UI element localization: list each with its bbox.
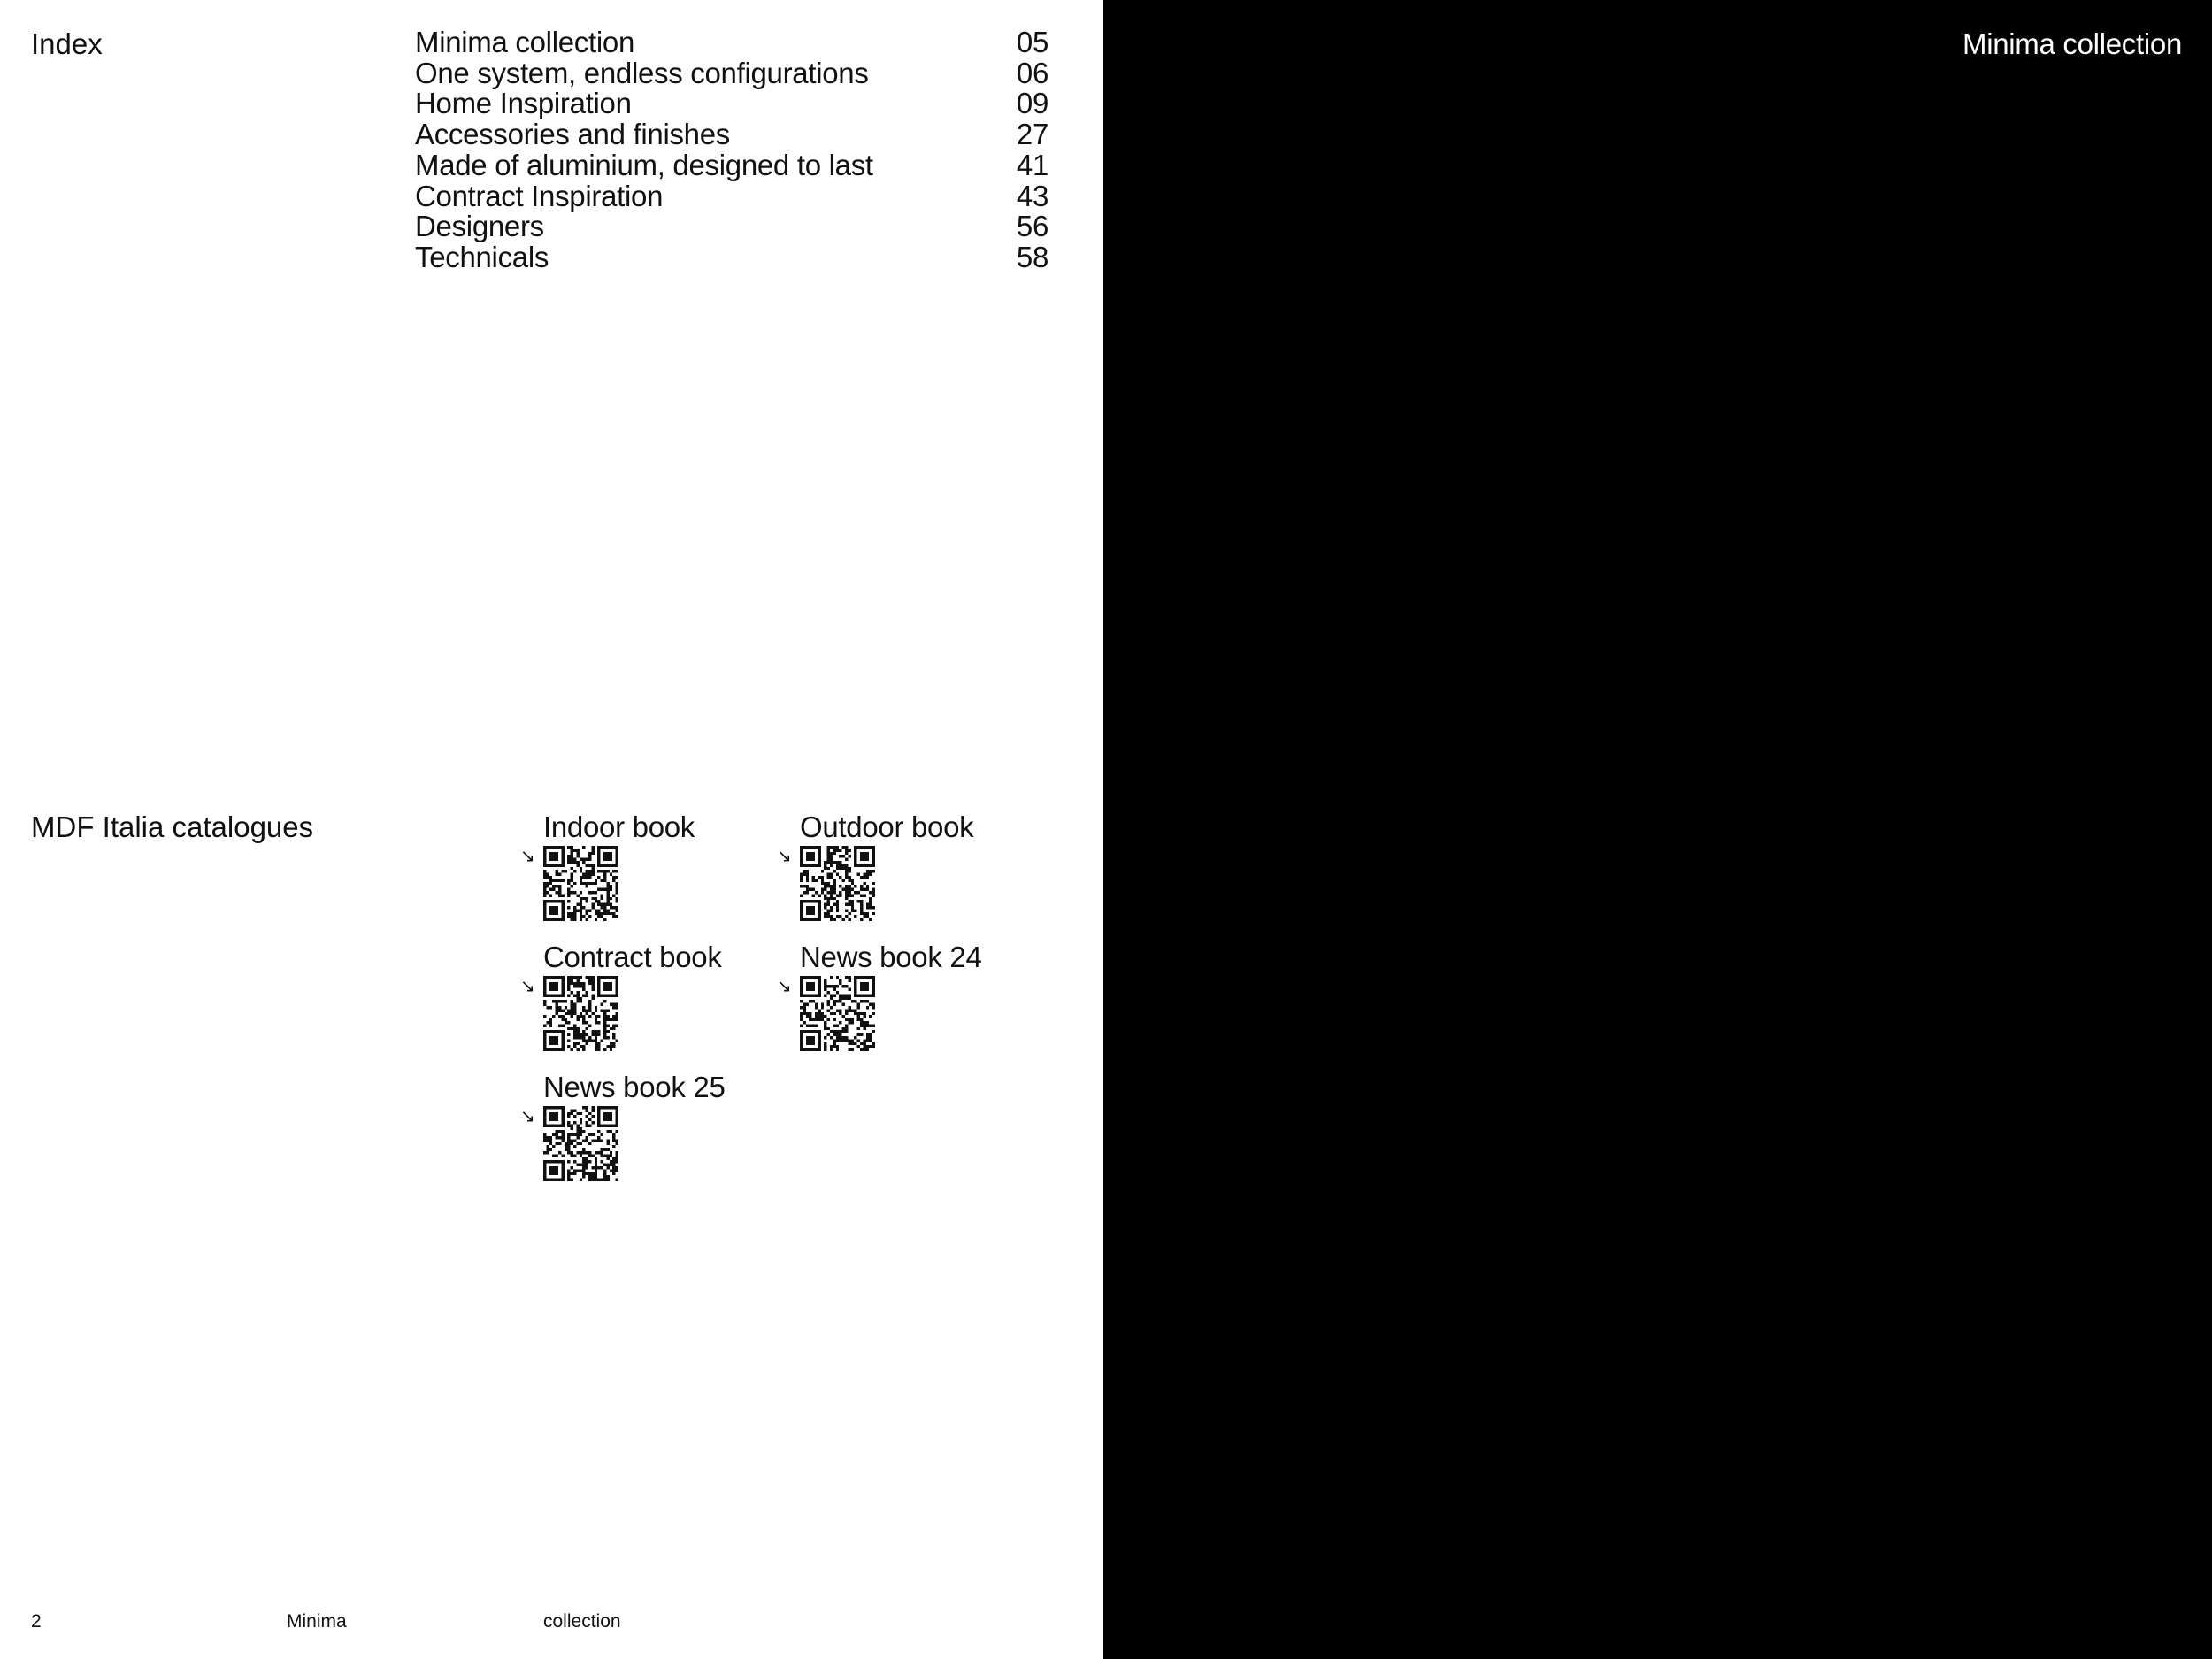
- toc-entry-label: Minima collection: [415, 26, 634, 58]
- toc-entry-page: 05: [1016, 26, 1048, 58]
- toc-entry-label: Made of aluminium, designed to last: [415, 148, 873, 181]
- right-page-cover: [1103, 0, 2212, 1659]
- catalogue-link-news-24[interactable]: [777, 941, 1030, 1056]
- left-page: [0, 0, 1103, 1659]
- toc-entry[interactable]: [415, 181, 1048, 212]
- catalogue-label: Indoor book: [543, 810, 695, 843]
- catalogue-label: News book 24: [800, 941, 982, 973]
- catalogue-link-contract[interactable]: [520, 941, 773, 1056]
- toc-entry[interactable]: [415, 27, 1048, 58]
- south-east-arrow-icon: ↘: [777, 847, 792, 866]
- right-page-title: Minima collection: [1962, 27, 2182, 60]
- toc-entry-page: 56: [1016, 210, 1048, 243]
- catalogues-heading: MDF Italia catalogues: [31, 810, 314, 843]
- catalogue-label: Contract book: [543, 941, 722, 973]
- toc-entry-label: Home Inspiration: [415, 87, 632, 120]
- qr-code-icon[interactable]: [800, 976, 875, 1051]
- south-east-arrow-icon: ↘: [520, 1107, 535, 1126]
- toc-entry-page: 58: [1016, 240, 1048, 273]
- toc-entry-page: 27: [1016, 118, 1048, 151]
- table-of-contents: [415, 27, 1048, 273]
- toc-entry-page: 43: [1016, 179, 1048, 212]
- index-heading: Index: [31, 27, 103, 60]
- south-east-arrow-icon: ↘: [520, 847, 535, 866]
- toc-entry-label: Contract Inspiration: [415, 179, 664, 212]
- toc-entry-page: 41: [1016, 148, 1048, 181]
- qr-code-icon[interactable]: [800, 846, 875, 921]
- toc-entry[interactable]: [415, 150, 1048, 181]
- south-east-arrow-icon: ↘: [777, 977, 792, 996]
- footer-title-word: collection: [543, 1611, 621, 1632]
- qr-code-icon[interactable]: [543, 1106, 618, 1181]
- toc-entry-label: Designers: [415, 210, 544, 243]
- toc-entry[interactable]: [415, 88, 1048, 119]
- catalogue-label: Outdoor book: [800, 810, 974, 843]
- catalogue-link-outdoor[interactable]: [777, 810, 1030, 926]
- qr-code-icon[interactable]: [543, 976, 618, 1051]
- toc-entry-label: One system, endless configurations: [415, 56, 869, 89]
- catalogue-link-news-25[interactable]: [520, 1071, 773, 1186]
- south-east-arrow-icon: ↘: [520, 977, 535, 996]
- toc-entry[interactable]: [415, 211, 1048, 242]
- toc-entry[interactable]: [415, 119, 1048, 150]
- toc-entry[interactable]: [415, 242, 1048, 273]
- catalogue-label: News book 25: [543, 1071, 726, 1103]
- toc-entry-page: 09: [1016, 87, 1048, 120]
- toc-entry-label: Accessories and finishes: [415, 118, 730, 151]
- toc-entry-page: 06: [1016, 56, 1048, 89]
- catalogue-link-indoor[interactable]: [520, 810, 773, 926]
- toc-entry[interactable]: [415, 58, 1048, 89]
- footer-page-number: 2: [31, 1611, 42, 1632]
- footer-title-word: Minima: [287, 1611, 347, 1632]
- toc-entry-label: Technicals: [415, 240, 549, 273]
- qr-code-icon[interactable]: [543, 846, 618, 921]
